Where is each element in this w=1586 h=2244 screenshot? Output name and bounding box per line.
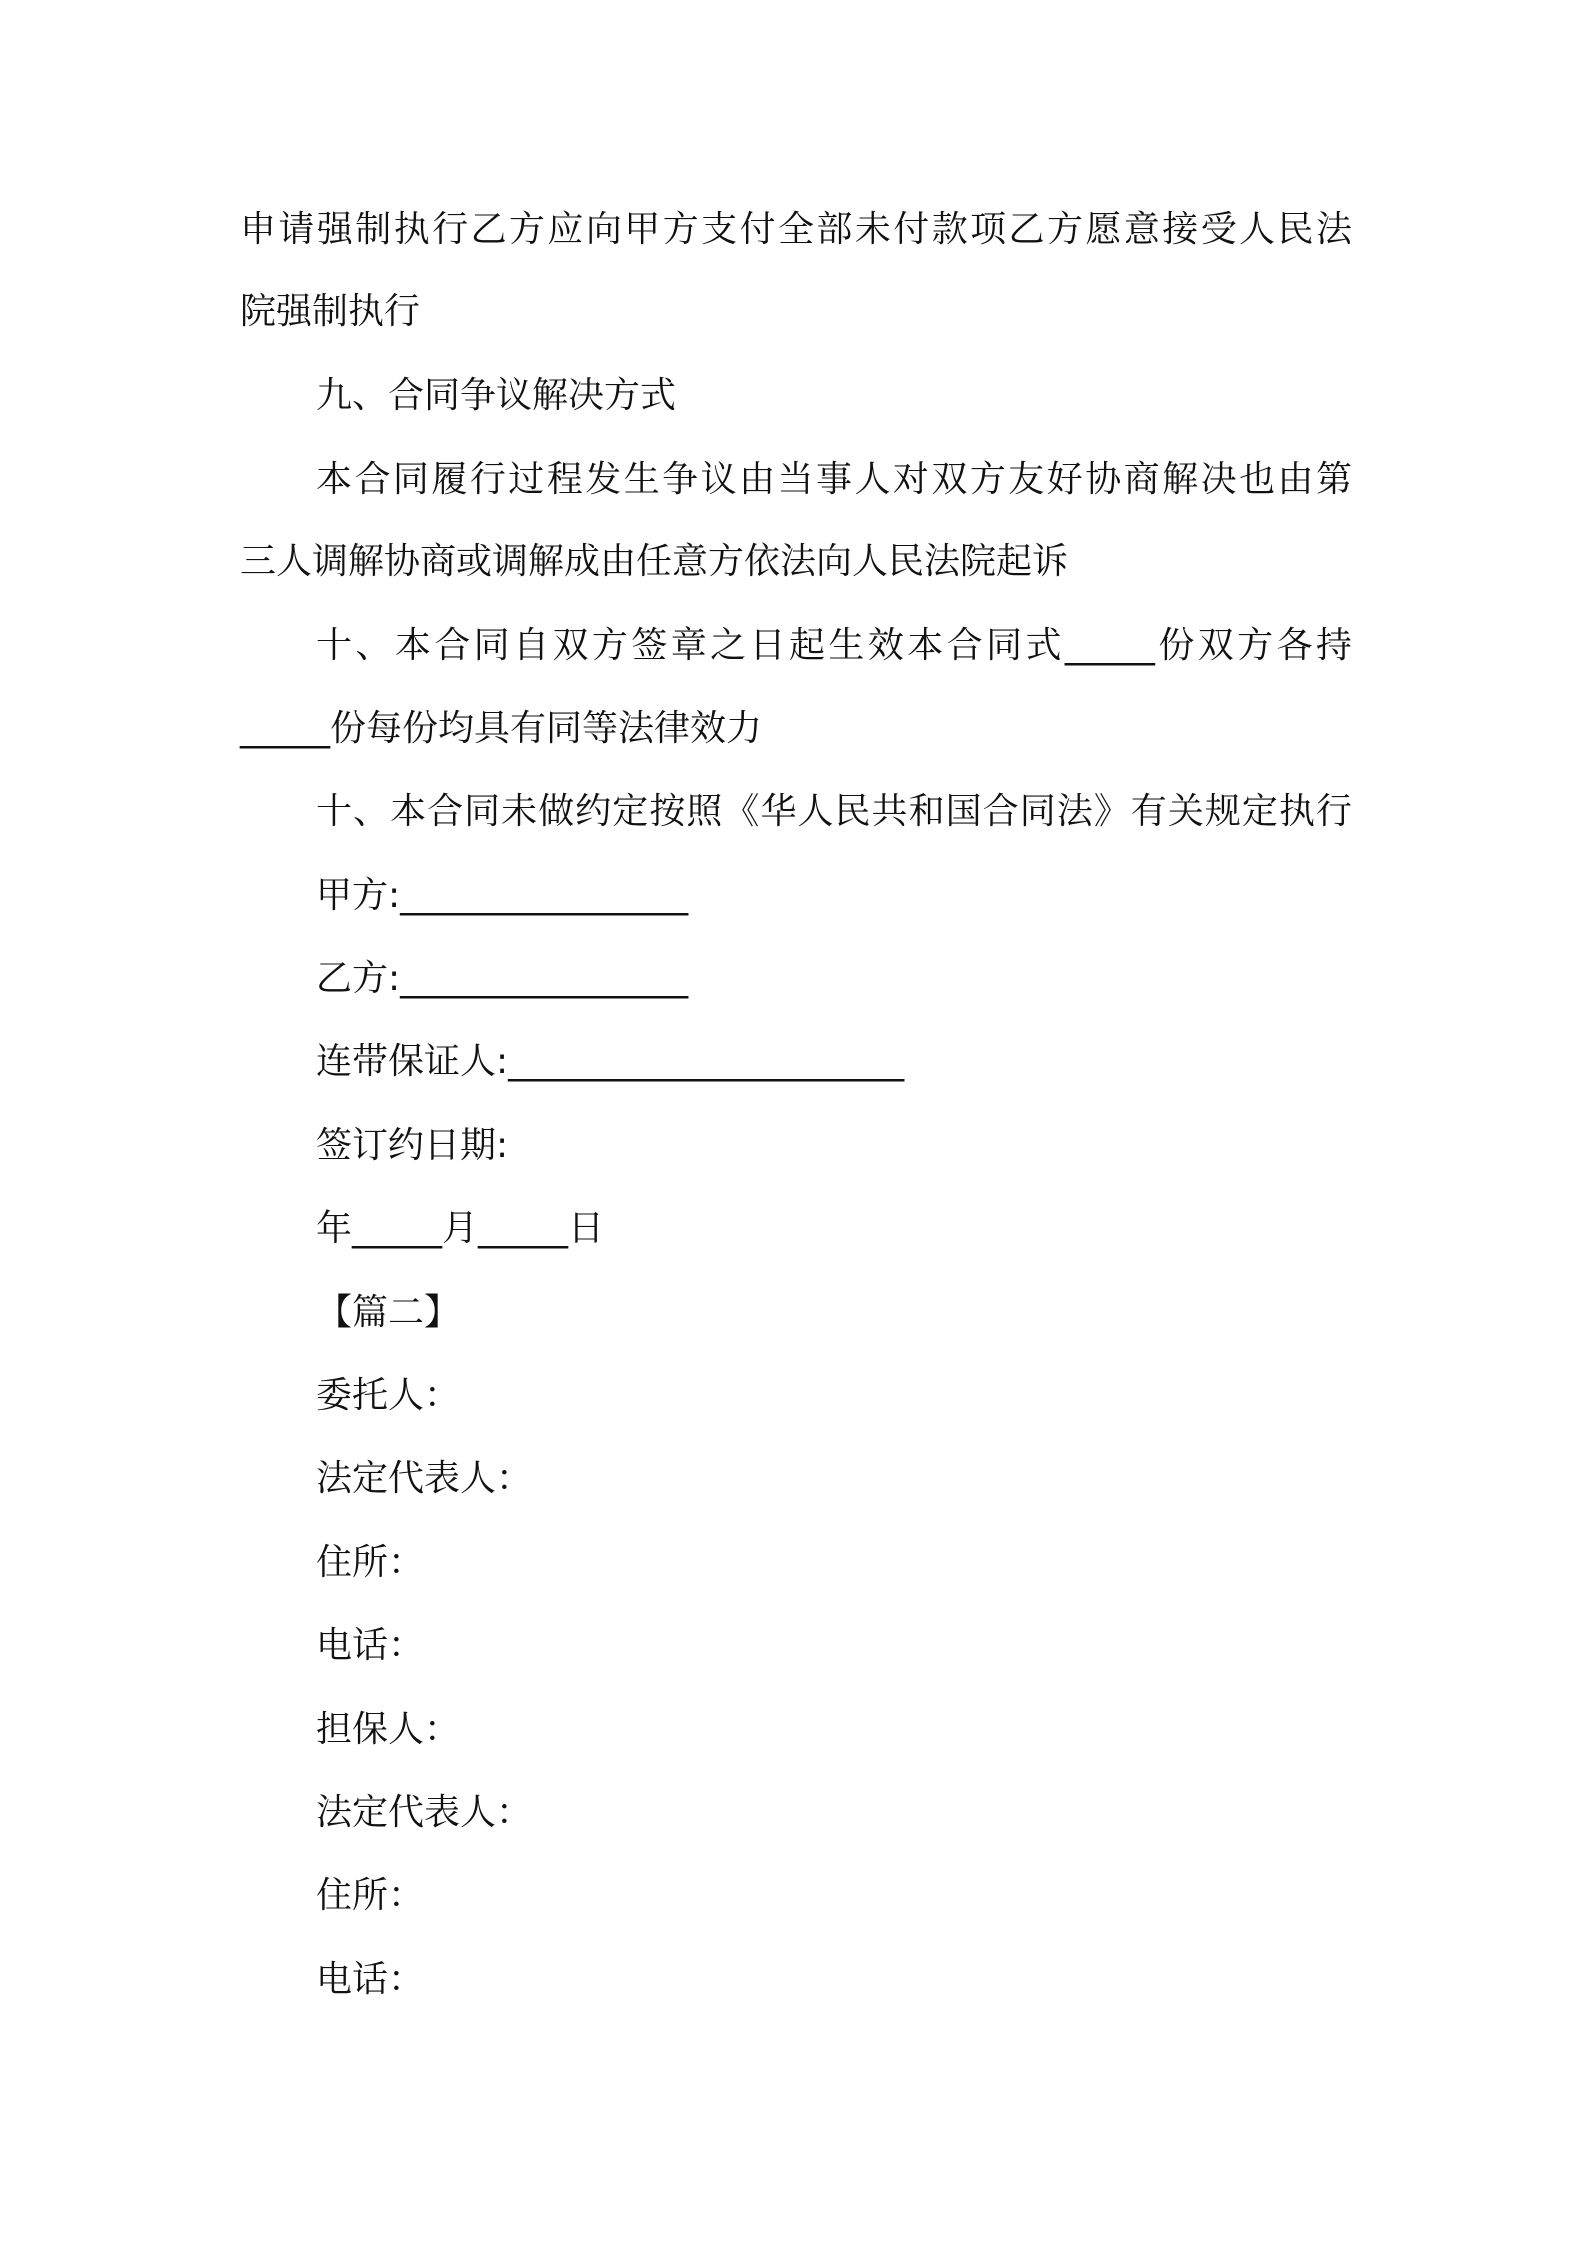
principal-label: 委托人： bbox=[316, 1375, 461, 1416]
signing-date-fields: 年_____月_____日 bbox=[316, 1208, 605, 1249]
paragraph-10-line-1: 十、本合同自双方签章之日起生效本合同式_____份双方各持 bbox=[316, 625, 1352, 666]
signing-date-label: 签订约日期: bbox=[316, 1125, 509, 1166]
principal-address-label: 住所： bbox=[316, 1542, 425, 1583]
party-a-signature-line: 甲方:________________ bbox=[316, 875, 689, 916]
paragraph-10-line-2: _____份每份均具有同等法律效力 bbox=[240, 708, 763, 749]
principal-legal-rep-label: 法定代表人： bbox=[316, 1458, 533, 1499]
section-9-heading: 九、合同争议解决方式 bbox=[316, 375, 677, 416]
principal-phone-label: 电话： bbox=[316, 1625, 425, 1666]
section-2-title: 【篇二】 bbox=[316, 1292, 461, 1333]
guarantor-phone-label: 电话： bbox=[316, 1959, 425, 2000]
guarantor-legal-rep-label: 法定代表人： bbox=[316, 1792, 533, 1833]
guarantor-label: 担保人： bbox=[316, 1709, 461, 1750]
paragraph-9-line-2: 三人调解协商或调解成由任意方依法向人民法院起诉 bbox=[240, 541, 1069, 582]
paragraph-9-line-1: 本合同履行过程发生争议由当事人对双方友好协商解决也由第 bbox=[316, 459, 1352, 500]
paragraph-8-line-2: 院强制执行 bbox=[240, 291, 421, 332]
guarantor-address-label: 住所： bbox=[316, 1875, 425, 1916]
paragraph-8-line-1: 申请强制执行乙方应向甲方支付全部未付款项乙方愿意接受人民法 bbox=[240, 209, 1352, 250]
party-b-signature-line: 乙方:________________ bbox=[316, 958, 689, 999]
joint-guarantor-signature-line: 连带保证人:______________________ bbox=[316, 1041, 905, 1082]
paragraph-11: 十、本合同未做约定按照《华人民共和国合同法》有关规定执行 bbox=[316, 791, 1352, 832]
